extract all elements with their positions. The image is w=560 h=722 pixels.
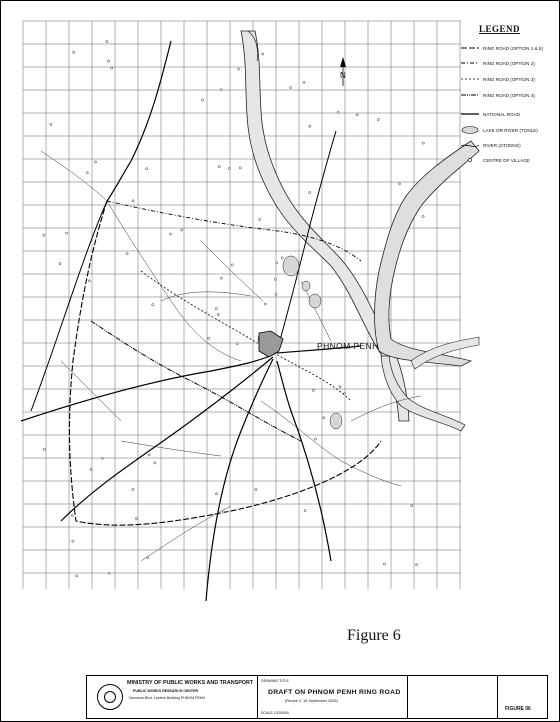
village-centre-marker — [146, 168, 148, 170]
ministry-name: MINISTRY OF PUBLIC WORKS AND TRANSPORT — [127, 680, 254, 686]
ring-road-option-1 — [69, 201, 381, 525]
ministry-address: Norodom Blvd, Lantern Building PHNOM PENH — [129, 696, 206, 700]
village-centre-marker — [72, 540, 74, 542]
village-centre-marker — [344, 392, 346, 394]
village-centre-marker — [215, 308, 217, 310]
village-centre-marker — [377, 119, 379, 121]
title-block-approval-cell — [407, 676, 498, 718]
village-centre-marker — [66, 232, 68, 234]
village-centre-marker — [88, 280, 90, 282]
village-centre-marker — [43, 234, 45, 236]
research-center-name: PUBLIC WORKS RESEARCH CENTER — [133, 689, 199, 693]
village-centre-marker — [132, 488, 134, 490]
national-road-north — [107, 41, 171, 201]
village-centre-marker — [217, 313, 219, 315]
village-centre-marker — [152, 304, 154, 306]
legend-item-centre-of-village: CENTRE OF VILLAGE — [483, 158, 530, 163]
village-centre-marker — [126, 252, 128, 254]
village-centre-marker — [314, 438, 316, 440]
river-mekong — [375, 141, 480, 366]
village-centre-marker — [422, 142, 424, 144]
village-centre-marker — [411, 505, 413, 507]
village-centre-marker — [201, 99, 203, 101]
title-block — [86, 675, 548, 719]
ring-road-option-3 — [141, 271, 351, 401]
map-canvas — [1, 1, 560, 671]
village-centre-marker — [312, 389, 314, 391]
city-label: PHNOM PENH — [317, 341, 379, 351]
village-centre-marker — [94, 161, 96, 163]
village-centre-marker — [73, 51, 75, 53]
village-centre-marker — [276, 262, 278, 264]
village-centre-marker — [148, 454, 150, 456]
drawing-title: DRAFT ON PHNOM PENH RING ROAD — [268, 689, 401, 696]
village-centre-marker — [398, 183, 400, 185]
legend-item-ring-road-option-4: RING ROAD (OPTION 4) — [483, 93, 535, 98]
village-centre-marker — [356, 114, 358, 116]
village-centre-marker — [323, 417, 325, 419]
village-centre-marker — [59, 263, 61, 265]
village-centre-marker — [132, 200, 134, 202]
village-centre-marker — [50, 123, 52, 125]
village-centre-marker — [110, 67, 112, 69]
village-centre-marker — [239, 167, 241, 169]
national-road-west — [21, 353, 276, 421]
legend-item-ring-road-option-2: RING ROAD (OPTION 2) — [483, 61, 535, 66]
village-centre-marker — [231, 264, 233, 266]
village-centre-marker — [339, 386, 341, 388]
village-centre-marker — [86, 172, 88, 174]
figure-caption: Figure 6 — [347, 627, 401, 644]
national-road-southwest — [61, 357, 273, 521]
village-centre-marker — [255, 489, 257, 491]
village-centre-marker — [337, 111, 339, 113]
village-centre-marker — [262, 53, 264, 55]
village-centre-marker — [101, 457, 103, 459]
legend-item-national-road: NATIONAL ROAD — [483, 112, 521, 117]
village-centre-marker — [383, 563, 385, 565]
village-centre-marker — [169, 233, 171, 235]
village-centre-marker — [304, 510, 306, 512]
legend-item-lake-or-river: LAKE OR RIVER (TONLE) — [483, 128, 538, 133]
village-centre-marker — [208, 337, 210, 339]
village-centre-marker — [108, 572, 110, 574]
village-centre-marker — [238, 68, 240, 70]
village-centre-marker — [309, 125, 311, 127]
village-centre-marker — [275, 293, 277, 295]
village-centre-marker — [43, 448, 45, 450]
village-centre-marker — [222, 511, 224, 513]
village-centre-marker — [220, 89, 222, 91]
drawing-title-label: DRAWING TITLE — [261, 679, 289, 683]
minor-roads — [41, 151, 421, 561]
village-centre-marker — [90, 468, 92, 470]
village-centre-marker — [259, 218, 261, 220]
village-centre-marker — [264, 303, 266, 305]
village-centre-marker — [76, 575, 78, 577]
legend-item-ring-road-option-1-5: RING ROAD (OPTION 1 & 5) — [483, 46, 543, 51]
village-centre-marker — [218, 166, 220, 168]
village-centre-marker — [220, 277, 222, 279]
national-road-south — [206, 359, 273, 601]
village-centre-marker — [309, 192, 311, 194]
drawing-scale: SCALE 1/200000 — [261, 711, 289, 715]
village-centre-marker — [274, 278, 276, 280]
national-road-southeast — [277, 361, 331, 561]
north-label: N — [340, 71, 346, 80]
village-centre-marker — [281, 257, 283, 259]
village-centre-marker — [236, 343, 238, 345]
village-centre-marker — [290, 87, 292, 89]
drawing-revision: (Revise 2, 15 September 2005) — [285, 699, 338, 703]
village-centre-marker — [147, 556, 149, 558]
legend-item-river-stoeng: RIVER (STOENG) — [483, 143, 521, 148]
village-centre-marker — [228, 167, 230, 169]
village-centre-marker — [181, 229, 183, 231]
legend-item-ring-road-option-3: RING ROAD (OPTION 3) — [483, 77, 535, 82]
coordinate-grid — [23, 21, 461, 589]
village-centre-marker — [107, 60, 109, 62]
village-centre-marker — [154, 462, 156, 464]
legend-title: LEGEND — [479, 24, 521, 34]
village-centre-marker — [416, 564, 418, 566]
ministry-logo-icon — [97, 684, 123, 710]
village-centre-marker — [303, 81, 305, 83]
village-centre-marker — [71, 515, 73, 517]
village-centre-marker — [106, 40, 108, 42]
figure-reference: FIGURE 06 — [505, 706, 531, 712]
village-centre-marker — [422, 215, 424, 217]
village-centre-marker — [135, 517, 137, 519]
village-centre-marker — [215, 493, 217, 495]
